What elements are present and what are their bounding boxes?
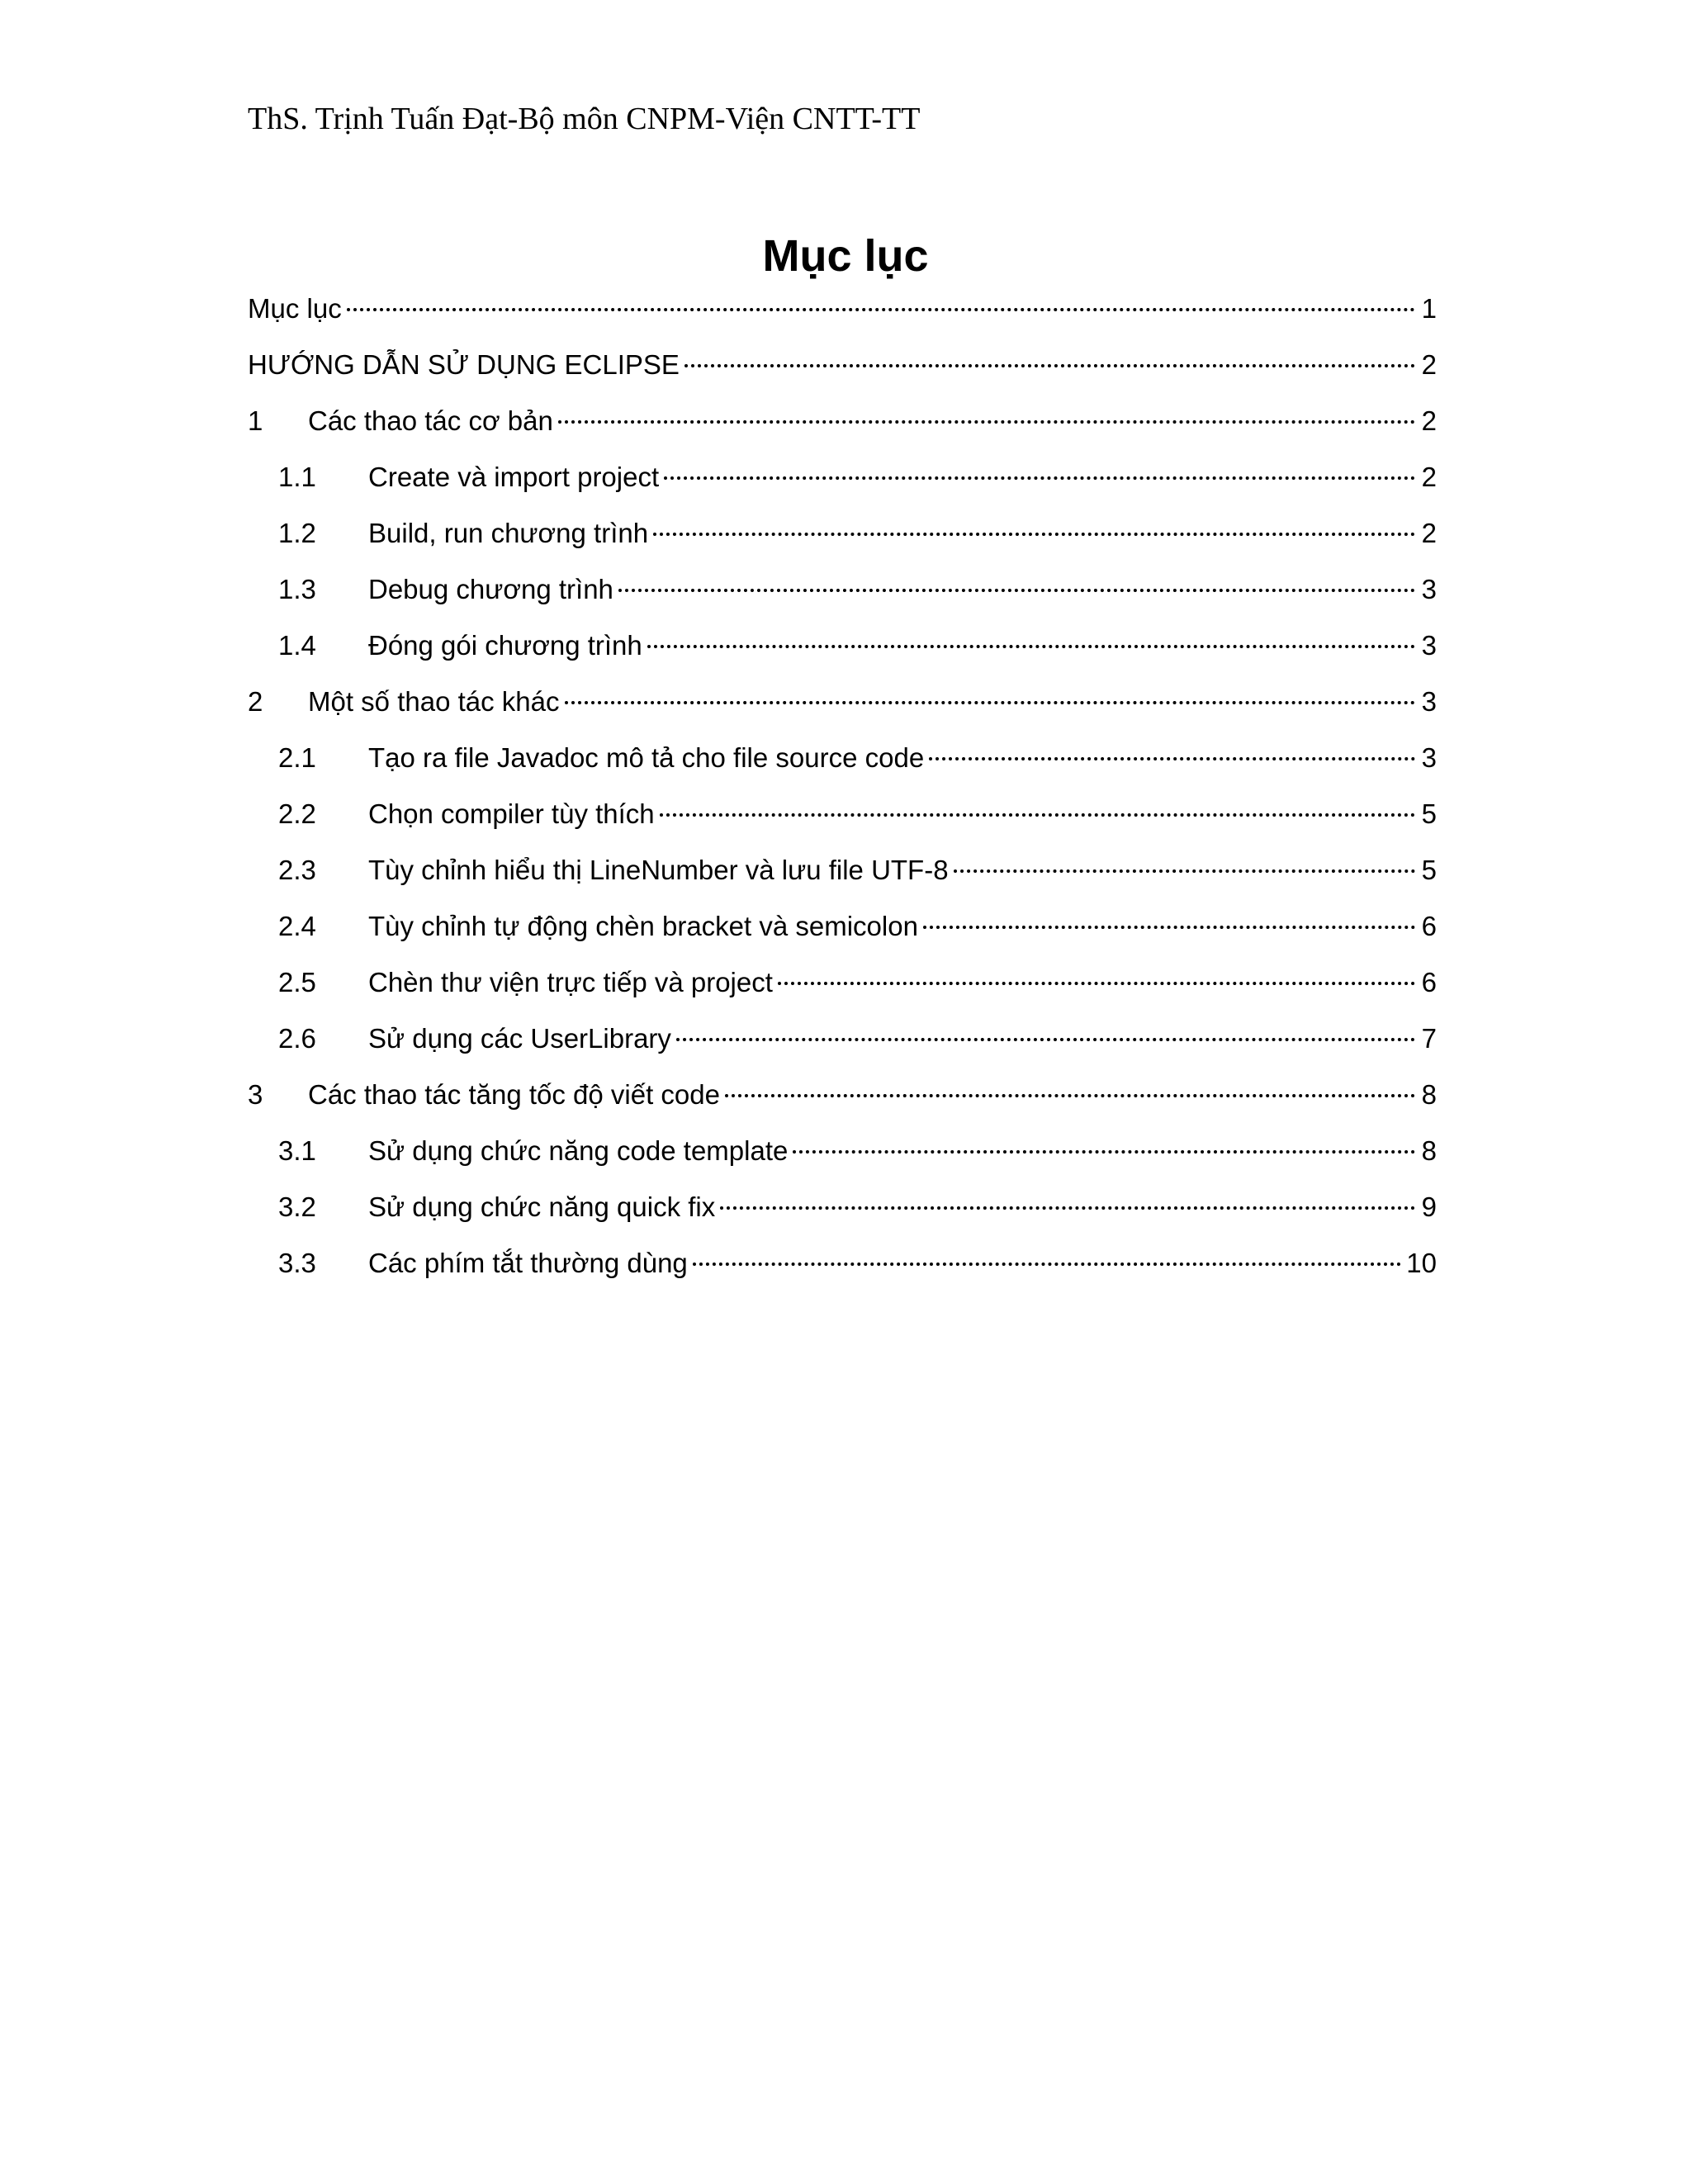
toc-title: Mục lục (762, 231, 929, 281)
toc-dot-leader (618, 589, 1415, 592)
toc-entry[interactable] (248, 337, 1437, 393)
toc-entry[interactable] (248, 1235, 1437, 1291)
toc-entry-page: 9 (1421, 1191, 1437, 1222)
toc-entry-number: 2.6 (278, 1023, 316, 1054)
toc-entry-page: 5 (1421, 798, 1437, 829)
toc-entry-page: 5 (1421, 855, 1437, 885)
toc-dot-leader (720, 1206, 1415, 1210)
toc-entry-text: Sử dụng chức năng quick fix (368, 1191, 716, 1222)
toc-entry-page: 7 (1421, 1023, 1437, 1054)
toc-entry-text: Đóng gói chương trình (368, 630, 642, 661)
toc-entry-text: Debug chương trình (368, 574, 613, 604)
toc-dot-leader (923, 926, 1415, 929)
toc-entry-text: Build, run chương trình (368, 518, 649, 548)
toc-entry[interactable] (248, 1179, 1437, 1235)
toc-entry[interactable] (248, 505, 1437, 561)
toc-entry-text: HƯỚNG DẪN SỬ DỤNG ECLIPSE (248, 349, 680, 380)
toc-entry-text: Create và import project (368, 462, 660, 492)
toc-entry-page: 1 (1421, 293, 1437, 324)
toc-entry-page: 6 (1421, 911, 1437, 941)
toc-entry-text: Một số thao tác khác (308, 686, 560, 717)
toc-entry[interactable] (248, 449, 1437, 505)
toc-entry[interactable] (248, 842, 1437, 898)
toc-entry-number: 2.2 (278, 798, 316, 829)
toc-entry-page: 2 (1421, 518, 1437, 548)
toc-entry-page: 2 (1421, 349, 1437, 380)
toc-entry-text: Tạo ra file Javadoc mô tả cho file source code (368, 742, 925, 773)
toc-dot-leader (565, 701, 1416, 704)
toc-entry-number: 1.4 (278, 630, 316, 661)
toc-entry[interactable] (248, 1067, 1437, 1123)
toc-entry-text: Các thao tác tăng tốc độ viết code (308, 1079, 720, 1110)
toc-entry-number: 2.3 (278, 855, 316, 885)
toc-entry-page: 3 (1421, 742, 1437, 773)
toc-entry[interactable] (248, 1123, 1437, 1179)
toc-dot-leader (725, 1094, 1415, 1097)
table-of-contents (248, 281, 1437, 1291)
toc-entry-page: 3 (1421, 630, 1437, 661)
toc-entry[interactable] (248, 674, 1437, 730)
toc-dot-leader (660, 813, 1415, 817)
toc-entry-page: 3 (1421, 686, 1437, 717)
toc-dot-leader (684, 364, 1415, 367)
toc-dot-leader (954, 869, 1415, 873)
toc-entry-text: Sử dụng chức năng code template (368, 1135, 789, 1166)
toc-entry-number: 1.1 (278, 462, 316, 492)
running-header: ThS. Trịnh Tuấn Đạt-Bộ môn CNPM-Viện CNTT-TT (248, 102, 921, 136)
toc-entry-page: 10 (1406, 1248, 1437, 1278)
toc-entry[interactable] (248, 561, 1437, 618)
toc-entry-page: 3 (1421, 574, 1437, 604)
toc-entry[interactable] (248, 955, 1437, 1011)
toc-entry[interactable] (248, 1011, 1437, 1067)
toc-dot-leader (653, 533, 1415, 536)
toc-dot-leader (693, 1263, 1401, 1266)
toc-entry[interactable] (248, 281, 1437, 337)
toc-entry-page: 2 (1421, 462, 1437, 492)
toc-entry-number: 1 (248, 405, 263, 436)
toc-entry-number: 2.1 (278, 742, 316, 773)
toc-entry-number: 2.5 (278, 967, 316, 997)
toc-dot-leader (793, 1150, 1415, 1154)
toc-entry-number: 3.3 (278, 1248, 316, 1278)
toc-dot-leader (347, 308, 1415, 311)
toc-entry-page: 8 (1421, 1135, 1437, 1166)
toc-dot-leader (558, 420, 1415, 424)
toc-entry-page: 2 (1421, 405, 1437, 436)
toc-entry-number: 3.1 (278, 1135, 316, 1166)
toc-dot-leader (929, 757, 1415, 760)
toc-entry-text: Chèn thư viện trực tiếp và project (368, 967, 773, 997)
toc-entry[interactable] (248, 618, 1437, 674)
toc-entry-text: Tùy chỉnh hiểu thị LineNumber và lưu file UTF-8 (368, 855, 949, 885)
toc-entry-number: 3 (248, 1079, 263, 1110)
toc-entry[interactable] (248, 898, 1437, 955)
toc-entry-text: Mục lục (248, 293, 342, 324)
toc-entry-text: Các thao tác cơ bản (308, 405, 553, 436)
toc-entry-page: 6 (1421, 967, 1437, 997)
toc-entry-number: 1.2 (278, 518, 316, 548)
toc-entry[interactable] (248, 393, 1437, 449)
toc-dot-leader (676, 1038, 1415, 1041)
toc-dot-leader (778, 982, 1415, 985)
toc-dot-leader (664, 476, 1415, 480)
toc-entry-text: Chọn compiler tùy thích (368, 798, 655, 829)
toc-entry[interactable] (248, 786, 1437, 842)
toc-entry-number: 2.4 (278, 911, 316, 941)
toc-entry[interactable] (248, 730, 1437, 786)
toc-entry-text: Các phím tắt thường dùng (368, 1248, 688, 1278)
toc-dot-leader (647, 645, 1415, 648)
toc-entry-number: 3.2 (278, 1191, 316, 1222)
toc-entry-number: 1.3 (278, 574, 316, 604)
toc-entry-text: Sử dụng các UserLibrary (368, 1023, 671, 1054)
toc-entry-number: 2 (248, 686, 263, 717)
toc-entry-text: Tùy chỉnh tự động chèn bracket và semicolon (368, 911, 918, 941)
toc-entry-page: 8 (1421, 1079, 1437, 1110)
